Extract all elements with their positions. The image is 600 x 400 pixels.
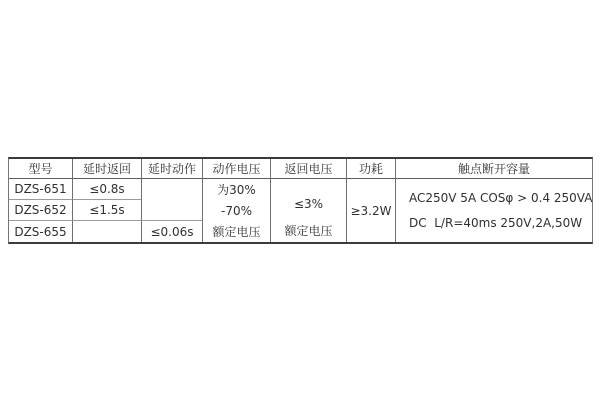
header-delay-return: 延时返回 — [73, 159, 142, 179]
return-voltage-cell — [271, 179, 347, 242]
header-model: 型号 — [9, 159, 73, 179]
header-return-voltage: 返回电压 — [271, 159, 347, 179]
delay-return-dzs-651: ≤0.8s — [73, 179, 142, 200]
header-power-consumption: 功耗 — [347, 159, 396, 179]
delay-return-dzs-655 — [73, 221, 142, 242]
operating-voltage-line-1: 为30% — [217, 183, 256, 197]
return-voltage-line-1: ≤3% — [293, 197, 324, 211]
header-delay-action: 延时动作 — [142, 159, 203, 179]
relay-spec-table — [8, 157, 593, 244]
header-contact-breaking-capacity: 触点断开容量 — [396, 159, 592, 179]
contact-capacity-ac-line: AC250V 5A COSφ > 0.4 250VA — [409, 191, 592, 205]
power-consumption-cell: ≥3.2W — [347, 179, 396, 242]
return-voltage-line-2: 额定电压 — [284, 224, 333, 238]
contact-breaking-capacity-cell — [396, 179, 592, 242]
contact-capacity-dc-line: DC L/R=40ms 250V,2A,50W — [409, 216, 583, 230]
operating-voltage-line-3: 额定电压 — [212, 225, 261, 239]
model-dzs-651: DZS-651 — [9, 179, 73, 200]
delay-return-dzs-652: ≤1.5s — [73, 200, 142, 221]
header-operating-voltage: 动作电压 — [203, 159, 271, 179]
model-dzs-655: DZS-655 — [9, 221, 73, 242]
delay-action-dzs-651-652 — [142, 179, 203, 221]
model-dzs-652: DZS-652 — [9, 200, 73, 221]
delay-action-dzs-655: ≤0.06s — [142, 221, 203, 242]
operating-voltage-line-2: -70% — [220, 203, 252, 218]
operating-voltage-cell — [203, 179, 271, 242]
